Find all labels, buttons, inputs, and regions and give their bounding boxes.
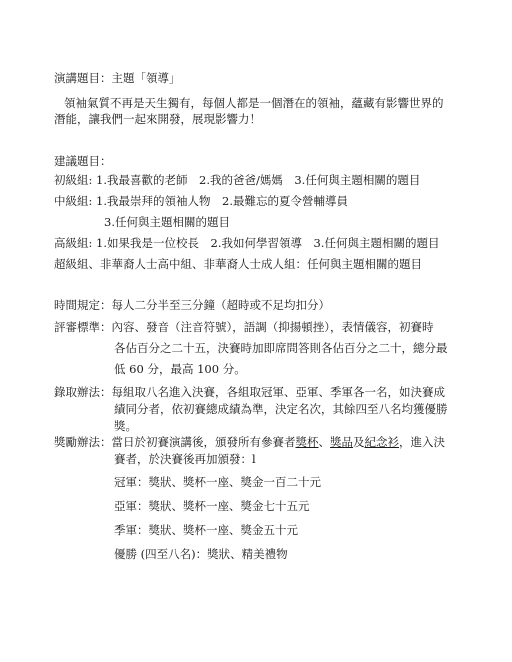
suggested-topics-heading: 建議題目： <box>54 154 112 168</box>
award-item-tshirt: 紀念衫 <box>364 435 399 449</box>
judging-criteria-line-3: 低 60 分，最高 100 分。 <box>114 362 246 376</box>
junior-group-topics: 初級組: 1.我最喜歡的老師 2.我的爸爸/媽媽 3.任何與主題相關的題目 <box>54 173 421 187</box>
prize-runner-up: 亞軍：獎狀、獎杯一座、獎金七十五元 <box>114 499 310 513</box>
awards-suffix: ，進入決 <box>399 435 445 449</box>
awards-separator-1: 、 <box>318 435 330 449</box>
awards-separator-2: 及 <box>353 435 365 449</box>
time-rule: 時間規定：每人二分半至三分鐘（超時或不足均扣分） <box>54 298 330 312</box>
super-group-topics: 超級組、非華裔人士高中組、非華裔人士成人組：任何與主題相關的題目 <box>54 257 422 271</box>
award-item-prize: 獎品 <box>330 435 353 449</box>
judging-criteria-line-1: 評審標準：內容、發音（注音符號），語調（抑揚頓挫），表情儀容，初賽時 <box>54 320 434 334</box>
prize-champion: 冠軍：獎狀、獎杯一座、獎金一百二十元 <box>114 475 321 489</box>
senior-group-topics: 高級組: 1.如果我是一位校長 2.我如何學習領導 3.任何與主題相關的題目 <box>54 236 440 250</box>
awards-rule-line-2: 賽者，於決賽後再加頒發：l <box>114 452 256 466</box>
topic-label: 演講題目：主題「領導」 <box>54 71 181 85</box>
judging-criteria-line-2: 各佔百分之二十五，決賽時加即席問答則各佔百分之二十，總分最 <box>114 341 448 355</box>
award-item-trophy: 獎杯 <box>295 435 319 449</box>
awards-prefix: 獎勵辦法：當日於初賽演講後，頒發所有參賽者 <box>54 435 296 449</box>
prize-merit: 優勝 (四至八名)：獎狀、精美禮物 <box>114 547 288 561</box>
selection-rule-line-3: 獎。 <box>114 419 137 433</box>
middle-group-topic-3: 3.任何與主題相關的題目 <box>104 215 230 229</box>
selection-rule-line-2: 績同分者，依初賽總成績為準，決定名次，其餘四至八名均獲優勝 <box>114 402 448 416</box>
selection-rule-line-1: 錄取辦法：每組取八名進入決賽，各組取冠軍、亞軍、季軍各一名，如決賽成 <box>54 385 445 399</box>
topic-intro-line-2: 潛能，讓我們一起來開發，展現影響力！ <box>54 112 261 126</box>
topic-intro-line-1: 領袖氣質不再是天生獨有，每個人都是一個潛在的領袖，蘊藏有影響世界的 <box>64 96 444 110</box>
prize-third-place: 季軍：獎狀、獎杯一座、獎金五十元 <box>114 523 298 537</box>
awards-rule-line-1 <box>54 435 445 449</box>
middle-group-topics: 中級組: 1.我最崇拜的領袖人物 2.最難忘的夏令營輔導員 <box>54 194 348 208</box>
